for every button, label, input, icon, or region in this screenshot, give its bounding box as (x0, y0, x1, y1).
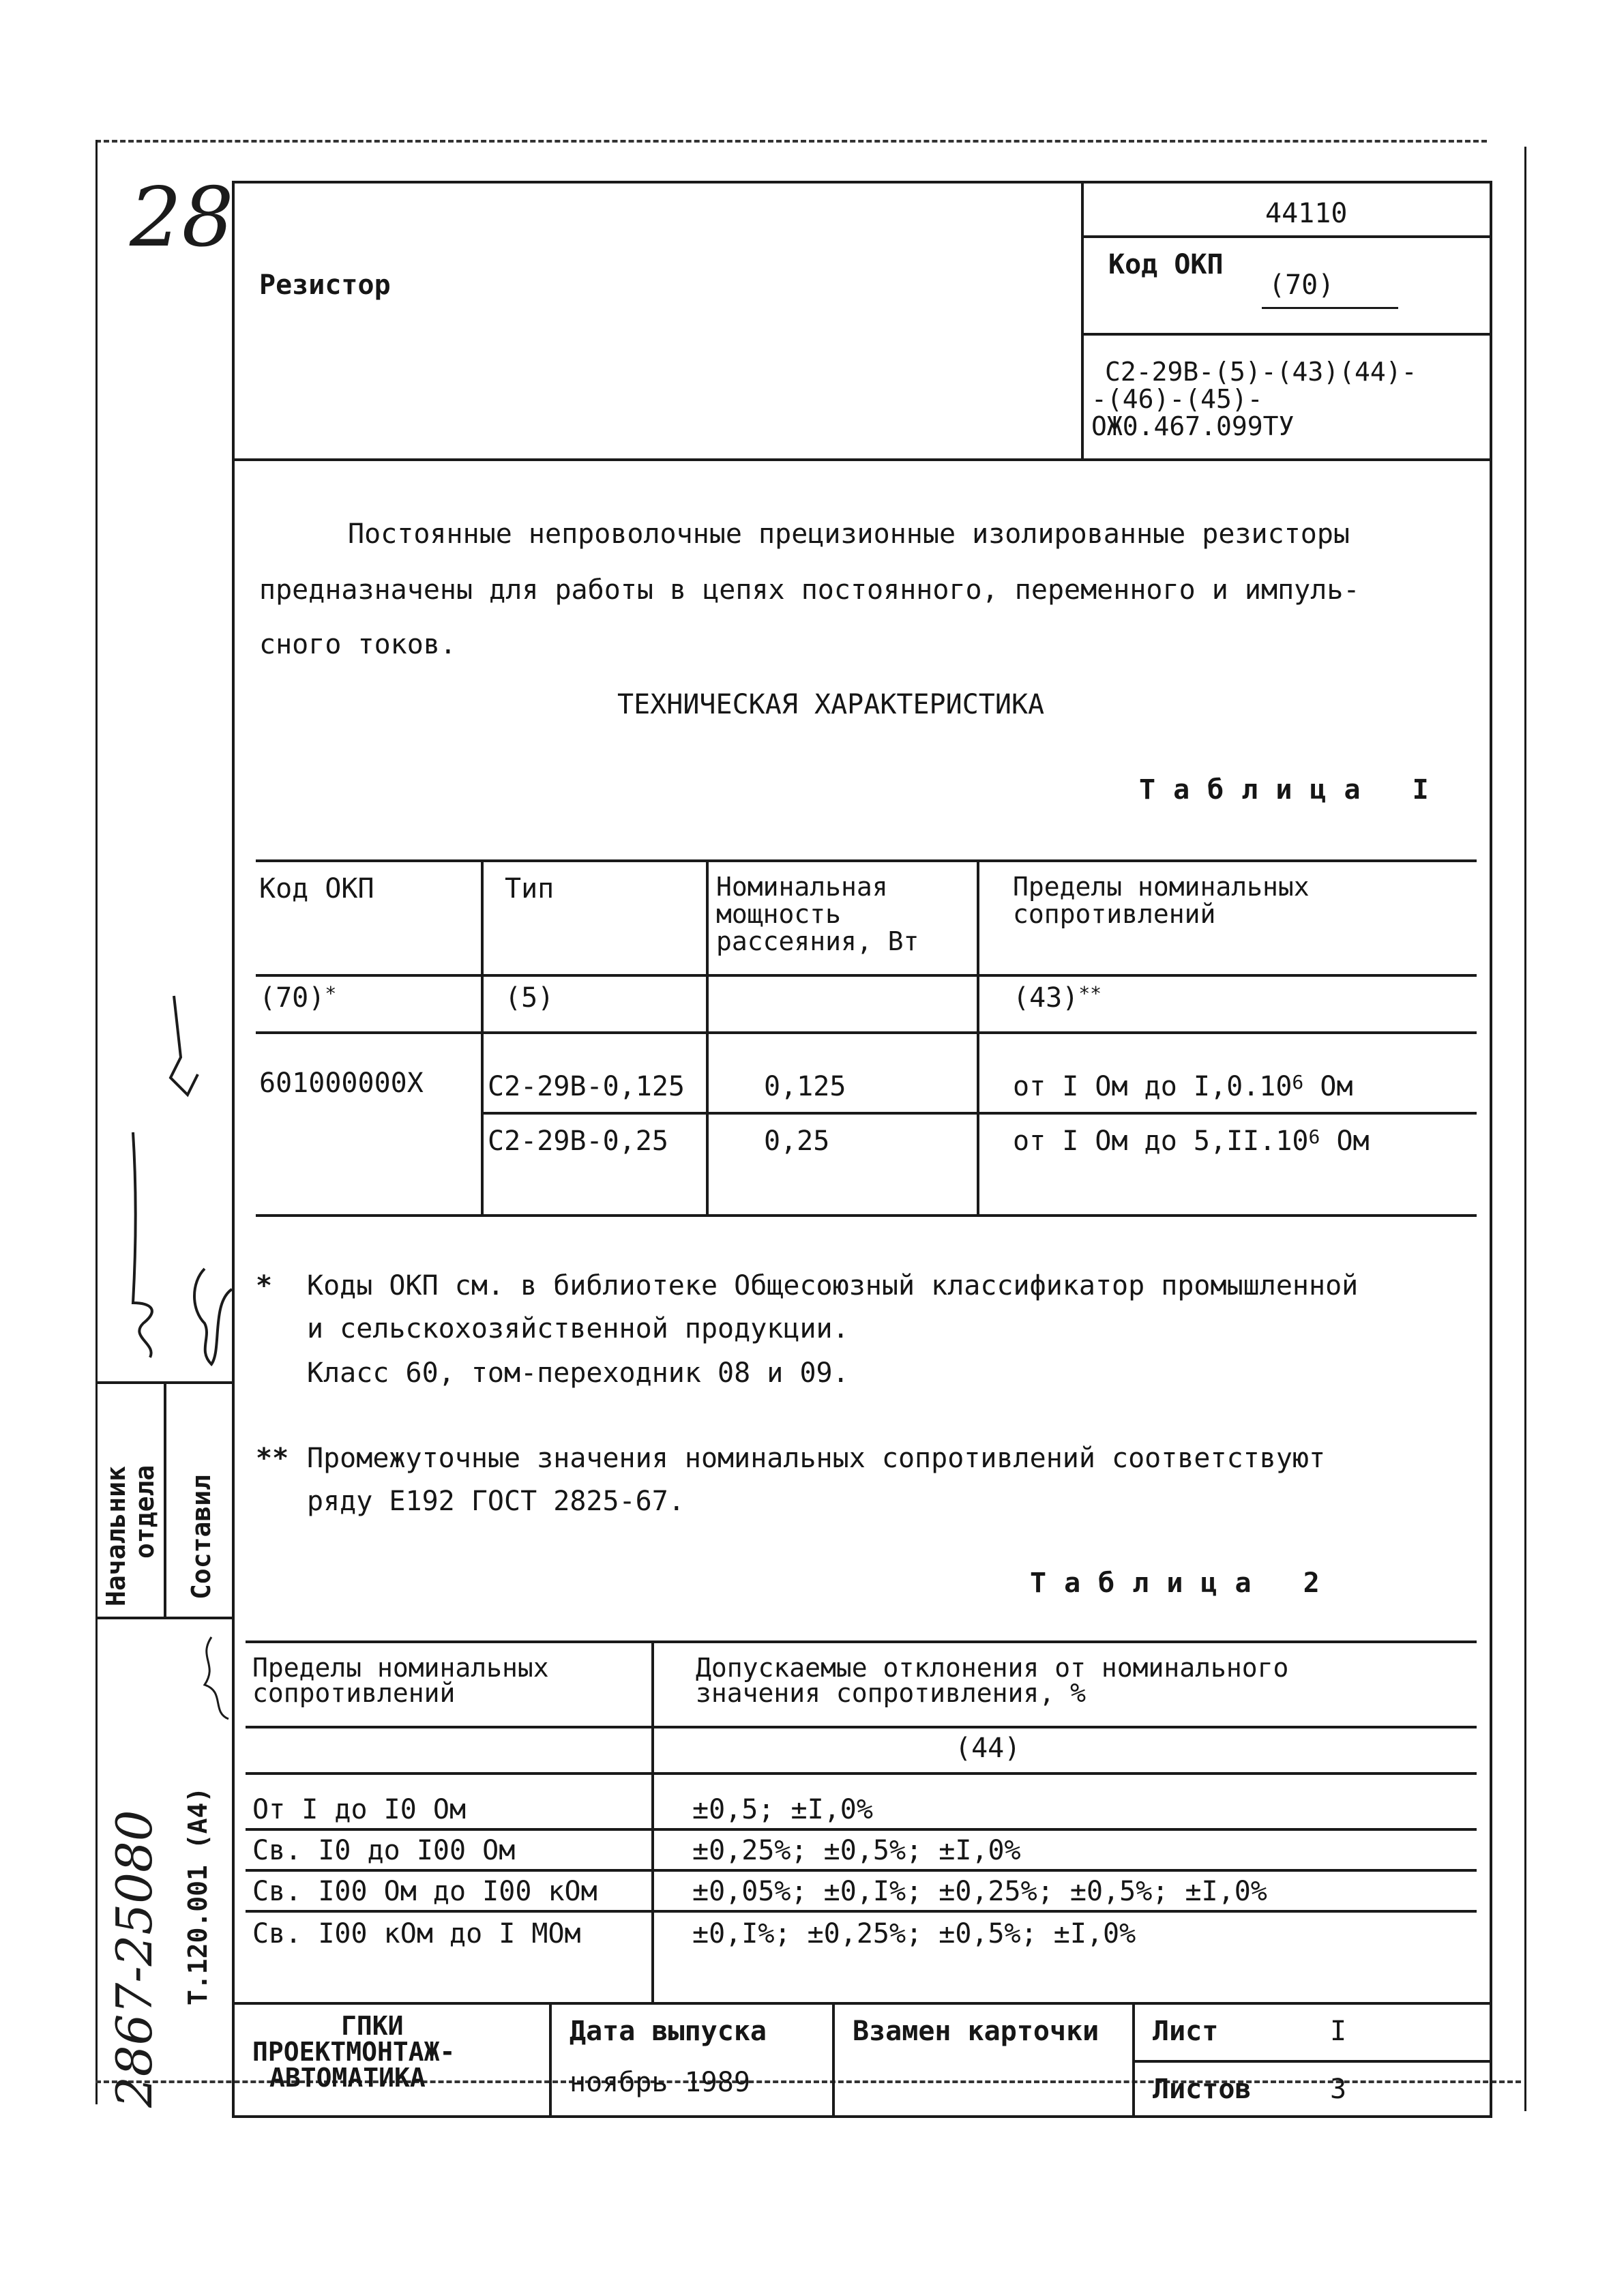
table2-row1-range: От I до I0 Ом (252, 1794, 467, 1825)
table1-row1-type: С2-29В-0,125 (488, 1071, 685, 1102)
note2-line-1: Промежуточные значения номинальных сопротивлений соответствуют (307, 1443, 1326, 1474)
header-title: Резистор (259, 269, 391, 301)
handwritten-page-number: 28 (130, 171, 234, 265)
table2-code-line (246, 1772, 1477, 1775)
footer-top-line (232, 2002, 1492, 2005)
header-divider (1081, 181, 1084, 460)
table2-row4-tol: ±0,I%; ±0,25%; ±0,5%; ±I,0% (692, 1918, 1136, 1949)
table1-code-70: (70)* (259, 982, 337, 1014)
top-border-line (95, 140, 1487, 143)
note1-line-2: и сельскохозяйственной продукции. (307, 1313, 849, 1344)
side-doc-code: Т.120.001 (А4) (183, 1786, 213, 2005)
table2-top-line (246, 1640, 1477, 1643)
table1-col-line-2 (706, 859, 709, 1214)
side-head-label-2: отдела (130, 1465, 160, 1559)
table1-header-type: Тип (505, 873, 555, 904)
table1-row1-power: 0,125 (764, 1071, 846, 1102)
table1-row1-range: от I Ом до I,0.10$^6$ Ом (1013, 1071, 1353, 1102)
intro-line-2: предназначены для работы в цепях постоянного, переменного и импуль- (259, 574, 1360, 606)
table2-code: (44) (955, 1733, 1021, 1764)
table1-header-power-2: мощность (716, 899, 842, 929)
table2-row4-range: Св. I00 кОм до I МОм (252, 1918, 581, 1949)
table2-row-line-1 (246, 1828, 1477, 1831)
table1-row2-range: от I Ом до $5,II.10^6$ Ом (1013, 1125, 1370, 1157)
table1-header-code: Код ОКП (259, 873, 374, 904)
footer-date-label: Дата выпуска (570, 2016, 767, 2047)
section-title: ТЕХНИЧЕСКАЯ ХАРАКТЕРИСТИКА (617, 689, 1045, 720)
designation-line-1: С2-29В-(5)-(43)(44)- (1105, 357, 1417, 387)
intro-line-3: сного токов. (259, 629, 456, 660)
footer-sheets-value: 3 (1330, 2074, 1347, 2105)
code-number: 44110 (1265, 198, 1348, 229)
table2-row-line-3 (246, 1910, 1477, 1913)
table2-caption: Таблица 2 (1030, 1568, 1337, 1599)
table1-col-line-1 (481, 859, 484, 1214)
table1-caption: Таблица I (1139, 774, 1447, 806)
side-head-label-1: Начальник (101, 1466, 131, 1606)
table1-header-power-3: рассеяния, Вт (716, 926, 919, 956)
footer-sheet-label: Лист (1153, 2016, 1219, 2047)
code-line (1081, 235, 1492, 238)
footer-col-2 (832, 2002, 835, 2118)
table1-row2-type: С2-29В-0,25 (488, 1125, 668, 1157)
okp-label: Код ОКП (1108, 249, 1224, 280)
table2-row1-tol: ±0,5; ±I,0% (692, 1794, 873, 1825)
footer-sheet-value: I (1330, 2016, 1347, 2047)
footer-org-line-3: АВТОМАТИКА (269, 2063, 426, 2093)
table2-row2-tol: ±0,25%; ±0,5%; ±I,0% (692, 1835, 1021, 1866)
signature-head-lower (133, 1132, 152, 1357)
okp-underline (1262, 307, 1398, 309)
table1-code-line (256, 1031, 1477, 1034)
table1-okp-code: 601000000Х (259, 1068, 424, 1099)
side-handwritten-number: 2867-25080 (106, 1810, 163, 2108)
note1-mark: * (256, 1270, 273, 1301)
signature-compiler (194, 1269, 232, 1364)
table2-row2-range: Св. I0 до I00 Ом (252, 1835, 516, 1866)
table1-row2-power: 0,25 (764, 1125, 830, 1157)
note1-line-1: Коды ОКП см. в библиотеке Общесоюзный классификатор промышленной (307, 1270, 1359, 1301)
table1-header-line (256, 974, 1477, 977)
table1-header-power-1: Номинальная (716, 872, 888, 902)
table2-row3-tol: ±0,05%; ±0,I%; ±0,25%; ±0,5%; ±I,0% (692, 1876, 1267, 1907)
okp-bottom-line (1081, 333, 1492, 336)
side-compiled-label: Составил (186, 1474, 216, 1600)
note1-line-3: Класс 60, том-переходник 08 и 09. (307, 1357, 849, 1389)
intro-line-1: Постоянные непроволочные прецизионные изолированные резисторы (348, 518, 1350, 550)
table2-header-left-2: сопротивлений (252, 1678, 456, 1708)
table2-header-right-2: значения сопротивления, % (696, 1678, 1086, 1708)
signature-lower (205, 1637, 228, 1719)
table2-header-line (246, 1726, 1477, 1728)
signature-head (171, 996, 198, 1095)
table2-row3-range: Св. I00 Ом до I00 кОм (252, 1876, 597, 1907)
right-outer-line (1524, 147, 1526, 2111)
table1-bottom-line (256, 1214, 1477, 1217)
note2-mark: ** (256, 1443, 289, 1474)
table1-code-5: (5) (505, 982, 555, 1014)
footer-sheets-label: Листов (1153, 2074, 1252, 2105)
table1-top-line (256, 859, 1477, 862)
note2-line-2: ряду Е192 ГОСТ 2825-67. (307, 1486, 685, 1517)
footer-org-line-2: ПРОЕКТМОНТАЖ- (252, 2037, 456, 2067)
table1-code-43: (43)** (1013, 982, 1102, 1014)
table1-col-line-3 (977, 859, 979, 1214)
footer-date-value: ноябрь 1989 (570, 2067, 750, 2098)
footer-sheet-line (1132, 2060, 1492, 2063)
header-bottom-line (232, 458, 1492, 461)
table1-header-limits-1: Пределы номинальных (1013, 872, 1310, 902)
table2-row-line-2 (246, 1869, 1477, 1872)
okp-value: (70) (1269, 269, 1335, 301)
table2-col-line (651, 1640, 654, 2002)
table2-header-right-1: Допускаемые отклонения от номинального (696, 1653, 1289, 1683)
footer-org-line-1: ГПКИ (341, 2011, 404, 2041)
designation-line-3: ОЖ0.467.099ТУ (1091, 411, 1295, 441)
footer-replace-label: Взамен карточки (853, 2016, 1099, 2047)
table1-header-limits-2: сопротивлений (1013, 899, 1216, 929)
footer-col-1 (549, 2002, 552, 2118)
table2-header-left-1: Пределы номинальных (252, 1653, 549, 1683)
designation-line-2: -(46)-(45)- (1091, 384, 1263, 414)
